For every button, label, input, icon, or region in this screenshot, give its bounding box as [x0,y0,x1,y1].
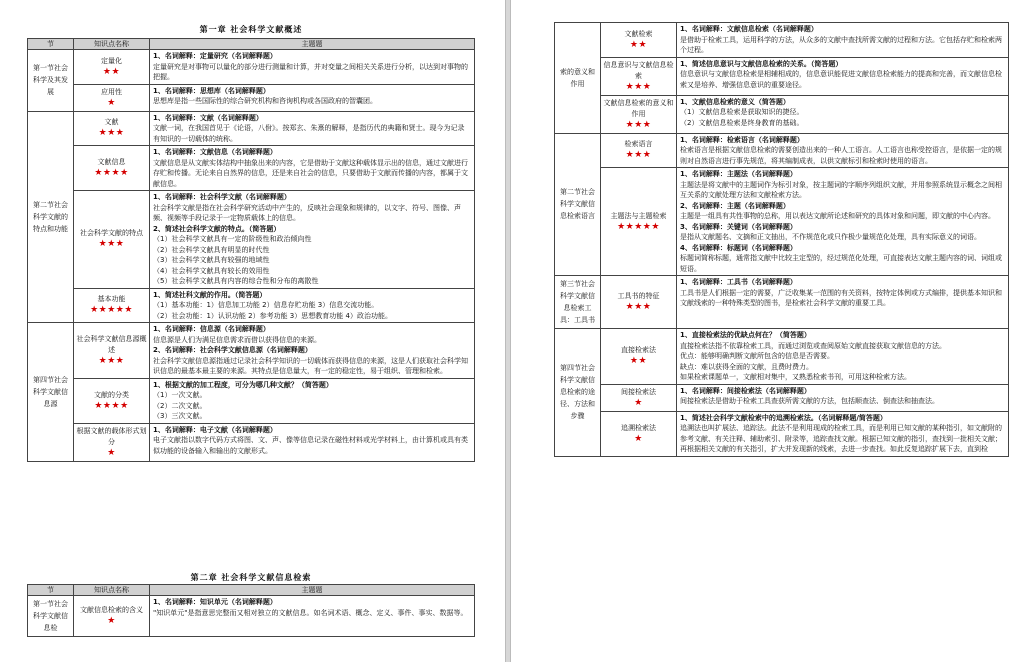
knowledge-point-name: 应用性 [101,87,122,96]
answer-text: 追溯法也叫扩展法、追踪法。此法不是利用现成的检索工具，而是利用已知文献的某种指引，如文献附的参考文献、有关注释、辅助索引、附录等，追踪查找文献。根据已知文献的指引，查找到一批相关文献；再根据相关文献的有关指引，扩大并发现新的线索，去进一步查找。如此反复追踪扩展下去，直到检 [680,424,1002,453]
knowledge-point-cell [601,329,677,385]
topic-content-cell [150,323,475,379]
question-heading: 1、名词解释：主题法（名词解释题） [680,170,797,178]
header-knowledge-point: 知识点名称 [74,39,150,50]
header-topic: 主题题 [150,39,475,50]
knowledge-point-name: 文献的分类 [94,390,129,399]
answer-text: 缺点：难以获得全面的文献，且费时费力。 [680,362,813,371]
knowledge-point-cell [601,384,677,411]
question-heading: 2、简述社会科学文献的特点。（简答题） [153,224,281,233]
answer-text: （1）基本功能：1）信息加工功能 2）信息存贮功能 3）信息交流功能。 [153,301,379,309]
answer-text: （5）社会科学文献具有内容的综合性和分布的离散性 [153,277,319,285]
knowledge-point-name: 工具书的特征 [617,292,660,300]
knowledge-point-name: 定量化 [101,56,122,65]
question-heading: 1、名词解释：思想库（名词解释题） [153,86,270,95]
knowledge-point-cell [74,191,150,289]
knowledge-point-name: 文献信息 [97,158,126,166]
knowledge-point-cell [74,50,150,85]
knowledge-point-cell [74,596,150,637]
knowledge-point-name: 追溯检索法 [621,423,656,432]
table-row [28,323,475,379]
knowledge-point-cell [601,411,677,456]
table-row [28,378,475,423]
table-header-row [28,585,475,596]
table-row [28,191,475,289]
knowledge-point-cell [74,288,150,323]
topic-content-cell [677,384,1009,411]
knowledge-point-name: 直接检索法 [621,346,656,355]
question-heading: 1、名词解释：检索语言（名词解释题） [680,135,804,144]
importance-stars: ★★★ [625,81,652,92]
topic-content-cell [150,50,475,85]
section-cell: 第二节社会科学文献信息检索语言 [555,133,601,276]
knowledge-point-cell [601,95,677,133]
answer-text: 直接检索法指不依靠检索工具，而通过浏览或查阅原始文献直接获取文献信息的方法。 [680,341,946,350]
importance-stars: ★★★★★ [90,305,133,316]
question-heading: 2、名词解释：社会科学文献信息源（名词解释题） [153,346,312,354]
question-heading: 1、名词解释：文献信息（名词解释题） [153,148,277,156]
knowledge-point-cell [74,146,150,191]
topic-content-cell [677,329,1009,385]
importance-stars: ★★ [102,66,121,77]
chapter-title: 第二章 社会科学文献信息检索 [190,573,312,582]
table-row [555,23,1009,58]
chapter-title: 第一章 社会科学文献概述 [199,25,303,34]
knowledge-point-name: 文献检索 [624,29,653,38]
importance-stars: ★ [107,97,116,108]
section-cell: 第二节社会科学文献的特点和功能 [28,111,74,323]
answer-text: 定量研究是对事物可以量化的部分进行测量和计算，并对变量之间相关关系进行分析，以达到对事物的把握。 [153,62,468,81]
answer-text: （1）一次文献。 [153,391,207,399]
chapter2-table [27,584,475,637]
answer-text: 社会科学文献是指在社会科学研究活动中产生的，反映社会现象和规律的，以文字、符号、图像、声频、视频等手段记录于一定物质载体上的信息。 [153,203,461,222]
header-topic: 主题题 [150,585,475,596]
question-heading: 1、名词解释：工具书（名词解释题） [680,278,797,286]
topic-content-cell [677,411,1009,456]
answer-text: 间接检索法是借助于检索工具查获所需文献的方法，包括顺查法、倒查法和抽查法。 [680,397,939,405]
importance-stars: ★★★ [625,150,652,161]
answer-text: （2）二次文献。 [153,401,207,410]
importance-stars: ★★★ [625,302,652,312]
importance-stars: ★★★★ [94,400,129,411]
knowledge-point-name: 信息意识与文献信息检索 [603,60,674,80]
chapter2-table-continued [554,22,1009,457]
importance-stars: ★★★ [98,355,125,366]
question-heading: 1、名词解释：文献（名词解释题） [153,113,263,122]
section-cell: 第一节社会科学文献信息检 [28,596,74,637]
importance-stars: ★ [634,397,643,408]
topic-content-cell [677,133,1009,168]
answer-text: （4）社会科学文献具有较长的效用性 [153,266,270,275]
topic-content-cell [150,596,475,637]
question-heading: 4、名词解释：标题词（名词解释题） [680,243,797,252]
answer-text: "知识单元"是指意思完整而又相对独立的文献信息。如名词术语、概念、定义、事件、事实、数据等。 [153,608,468,617]
table-row [28,288,475,323]
question-heading: 3、名词解释：关键词（名词解释题） [680,222,797,231]
answer-text: 社会科学文献信息源指通过记录社会科学知识的一切载体而获得信息的来源，这是人们获取社会科学知识信息的最基本最主要的来源。其特点是信息量大，有一定的稳定性，易于组织、管理和检索。 [153,356,468,375]
answer-text: 主题法是将文献中的主题词作为标引对象，按主题词的字顺序列组织文献，并用参照系统显示概念之间相互关系的文献处理方法和文献检索方法。 [680,180,1002,199]
importance-stars: ★★ [629,356,648,367]
question-heading: 1、名词解释：社会科学文献（名词解释题） [153,193,291,201]
importance-stars: ★★★★★ [617,221,660,232]
question-heading: 1、直接检索法的优缺点何在？（简答题） [680,331,811,339]
question-heading: 1、名词解释：电子文献（名词解释题） [153,425,277,434]
header-knowledge-point: 知识点名称 [74,585,150,596]
knowledge-point-name: 基本功能 [97,295,126,304]
knowledge-point-cell [74,111,150,146]
answer-text: 标题词简称标题，通常指文献中比较主定型的，经过规范化处理，可直接表达文献主题内容的词、词组或短语。 [680,254,1002,273]
knowledge-point-cell [74,323,150,379]
table-row [555,57,1009,95]
section-cell: 第三节社会科学文献信息检索工具：工具书 [555,276,601,329]
knowledge-point-name: 社会科学文献的特点 [80,229,143,238]
table-row [28,146,475,191]
answer-text: 主题是一组具有共性事物的总称，用以表达文献所论述和研究的具体对象和问题，即文献的中心内容。 [680,212,995,220]
question-heading: 1、名词解释：知识单元（名词解释题） [153,598,277,606]
importance-stars: ★ [107,447,116,458]
table-row [28,84,475,111]
topic-content-cell [677,23,1009,58]
answer-text: （2）文献信息检索是终身教育的基础。 [680,118,804,127]
knowledge-point-cell [74,423,150,461]
importance-stars: ★★ [629,39,648,50]
table-row [555,95,1009,133]
knowledge-point-name: 间接检索法 [621,387,656,396]
importance-stars: ★★★ [625,119,652,130]
topic-content-cell [150,378,475,423]
question-heading: 1、根据文献的加工程度，可分为哪几种文献？（简答题） [153,380,333,389]
knowledge-point-cell [74,84,150,111]
topic-content-cell [150,84,475,111]
topic-content-cell [150,191,475,289]
knowledge-point-cell [601,23,677,58]
question-heading: 2、名词解释：主题（名词解释题） [680,201,790,210]
knowledge-point-cell [601,133,677,168]
knowledge-point-name: 主题法与主题检索 [610,211,667,220]
table-row [28,50,475,85]
importance-stars: ★ [634,433,643,444]
answer-text: （2）社会科学文献具有明显的时代性 [153,245,270,254]
answer-text: （3）三次文献。 [153,412,207,420]
answer-text: 如果检索课题单一，文献相对集中，又熟悉检索书刊，可用这种检索方法。 [680,373,911,381]
question-heading: 1、名词解释：文献信息检索（名词解释题） [680,25,818,33]
answer-text: 检索语言是根据文献信息检索的需要创造出来的一种人工语言。人工语言也称受控语言，是依据一定的规则对自然语言进行事先规范，将其编制成表，以供文献标引和检索时使用的语言。 [680,146,1002,165]
importance-stars: ★★★ [98,239,125,250]
topic-content-cell [677,276,1009,329]
table-row [555,411,1009,456]
answer-text: 文献信息是从文献实体结构中抽象出来的内容，它是借助于文献这种载体显示出的信息，通过文献进行存贮和传播。无论来自自然界的信息，还是来自社会的信息，只要借助于文献而传播的内容，都属于文献信息。 [153,158,468,188]
table-row [555,276,1009,329]
question-heading: 1、文献信息检索的意义（简答题） [680,97,790,106]
table-header-row [28,39,475,50]
section-cell: 第四节社会科学文献信息源 [28,323,74,462]
answer-text: （3）社会科学文献具有较强的地域性 [153,256,270,264]
table-row [28,423,475,461]
answer-text: 是指从文献题名、文摘和正文抽出，不作规范化或只作极少量规范化处理，具有实际意义的词语。 [680,233,981,241]
section-cell: 第一节社会科学及其发展 [28,50,74,112]
topic-content-cell [150,146,475,191]
section-cell: 第四节社会科学文献信息检索的途径、方法和步骤 [555,329,601,457]
left-page [0,0,505,662]
table-row [28,596,475,637]
knowledge-point-name: 根据文献的载体形式划分 [76,426,147,446]
knowledge-point-name: 文献信息检索的意义和作用 [603,98,674,118]
topic-content-cell [150,288,475,323]
table-row [28,111,475,146]
header-section: 节 [28,585,74,596]
question-heading: 1、简述信息意识与文献信息检索的关系。（简答题） [680,59,843,68]
header-section: 节 [28,39,74,50]
topic-content-cell [150,423,475,461]
answer-text: 优点：能够明确判断文献所包含的信息是否需要。 [680,352,834,360]
knowledge-point-cell [601,57,677,95]
knowledge-point-name: 文献 [104,118,119,127]
answer-text: 是借助于检索工具，运用科学的方法，从众多的文献中查找所需文献的过程和方法。它包括存贮和检索两个过程。 [680,35,1002,54]
topic-content-cell [677,168,1009,276]
right-page [511,0,1016,662]
answer-text: 信息意识与文献信息检索是相辅相成的，信息意识能促进文献信息检索能力的提高和完善，而文献信息检索又是培养、增强信息意识的重要途径。 [680,70,1002,89]
question-heading: 1、名词解释：间接检索法（名词解释题） [680,386,811,395]
answer-text: 文献一词，在我国首见于《论语，八佾》。按郑玄、朱熹的解释，是指历代的典籍和贤士。现今为记录有知识的一切载体的统称。 [153,124,465,143]
topic-content-cell [677,57,1009,95]
question-heading: 1、名词解释：信息源（名词解释题） [153,325,270,333]
importance-stars: ★★★ [98,128,125,139]
knowledge-point-cell [74,378,150,423]
table-row [555,168,1009,276]
answer-text: 工具书是人们根据一定的需要，广泛收集某一范围的有关资料，按特定体例或方式编排，提供基本知识和文献线索的一种特殊类型的图书，是检索社会科学文献的重要工具。 [680,288,1002,307]
answer-text: （2）社会功能：1）认识功能 2）参考功能 3）思想教育功能 4）政治功能。 [153,311,392,320]
knowledge-point-cell [601,276,677,329]
topic-content-cell [150,111,475,146]
importance-stars: ★ [107,616,116,626]
table-row [555,329,1009,385]
table-row [555,133,1009,168]
answer-text: 思想库是指一些国际性的综合研究机构和咨询机构或各国政府的智囊团。 [153,97,377,105]
topic-content-cell [677,95,1009,133]
question-heading: 1、简述社会科学文献检索中的追溯检索法。（名词解释题/简答题） [680,413,887,422]
section-cell: 索的意义和作用 [555,23,601,134]
importance-stars: ★★★★ [94,168,129,178]
table-row [555,384,1009,411]
answer-text: （1）文献信息检索是获取知识的捷径。 [680,108,804,116]
question-heading: 1、名词解释：定量研究（名词解释题） [153,52,277,60]
knowledge-point-name: 检索语言 [624,140,653,149]
question-heading: 1、简述社科文献的作用。（简答题） [153,290,267,299]
knowledge-point-name: 社会科学文献信息源概述 [76,334,147,354]
answer-text: （1）社会科学文献具有一定的阶级性和政治倾向性 [153,235,312,243]
answer-text: 信息源是人们为满足信息需求而借以获得信息的来源。 [153,335,321,344]
knowledge-point-name: 文献信息检索的含义 [80,606,143,614]
chapter1-table [27,38,475,462]
answer-text: 电子文献指以数字代码方式将图、文、声、像等信息记录在磁性材料或光学材料上，由计算机或具有类似功能的设备输入和输出的文献形式。 [153,436,468,455]
knowledge-point-cell [601,168,677,276]
